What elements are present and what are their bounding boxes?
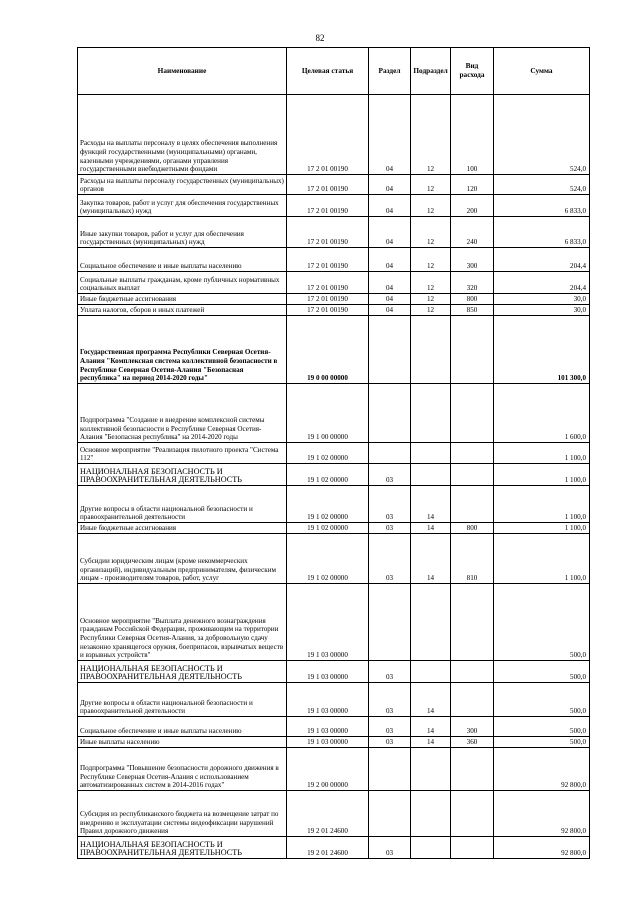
table-row bbox=[78, 584, 590, 661]
row-target: 17 2 01 00190 bbox=[287, 95, 369, 175]
table-row bbox=[78, 305, 590, 316]
row-name: Иные бюджетные ассигнования bbox=[78, 523, 287, 534]
row-type: 300 bbox=[451, 717, 494, 737]
row-type: 850 bbox=[451, 305, 494, 316]
row-type bbox=[451, 791, 494, 837]
table-row bbox=[78, 791, 590, 837]
table-row bbox=[78, 443, 590, 464]
column-header-type: Вид расхода bbox=[451, 48, 494, 95]
row-sum: 30,0 bbox=[494, 294, 590, 305]
row-type: 240 bbox=[451, 217, 494, 248]
page-number: 82 bbox=[315, 33, 325, 43]
row-sum: 101 300,0 bbox=[494, 316, 590, 384]
row-section: 04 bbox=[369, 195, 411, 217]
row-name: Основное мероприятие "Выплата денежного вознаграждения гражданам Российской Федерации, проживающим на территории Республики Северная Осетия-Алания, за добровольную сдачу незаконно хранящегося оружия, боеприпасов, взрывчатых веществ и взрывных устройств" bbox=[78, 584, 287, 661]
row-name: Уплата налогов, сборов и иных платежей bbox=[78, 305, 287, 316]
row-subsection bbox=[411, 464, 451, 486]
row-target: 17 2 01 00190 bbox=[287, 195, 369, 217]
row-section: 03 bbox=[369, 683, 411, 717]
row-target: 17 2 01 00190 bbox=[287, 272, 369, 294]
row-subsection: 14 bbox=[411, 523, 451, 534]
row-section: 04 bbox=[369, 95, 411, 175]
row-type bbox=[451, 443, 494, 464]
table-row bbox=[78, 95, 590, 175]
row-subsection bbox=[411, 384, 451, 443]
row-section bbox=[369, 748, 411, 791]
table-row-section bbox=[78, 661, 590, 683]
row-type bbox=[451, 683, 494, 717]
row-type bbox=[451, 384, 494, 443]
row-section: 04 bbox=[369, 217, 411, 248]
row-subsection: 12 bbox=[411, 217, 451, 248]
row-name: Другие вопросы в области национальной безопасности и правоохранительной деятельности bbox=[78, 486, 287, 523]
row-subsection bbox=[411, 791, 451, 837]
table-row bbox=[78, 384, 590, 443]
row-section bbox=[369, 584, 411, 661]
row-target: 19 1 03 00000 bbox=[287, 584, 369, 661]
row-section bbox=[369, 384, 411, 443]
row-section: 04 bbox=[369, 294, 411, 305]
row-sum: 500,0 bbox=[494, 584, 590, 661]
row-subsection: 12 bbox=[411, 195, 451, 217]
table-row bbox=[78, 294, 590, 305]
table-row bbox=[78, 248, 590, 272]
row-target: 19 1 02 00000 bbox=[287, 464, 369, 486]
row-sum: 1 600,0 bbox=[494, 384, 590, 443]
row-type: 360 bbox=[451, 737, 494, 748]
row-subsection bbox=[411, 661, 451, 683]
row-target: 19 1 03 00000 bbox=[287, 737, 369, 748]
budget-table bbox=[77, 47, 590, 859]
row-subsection: 12 bbox=[411, 272, 451, 294]
row-subsection: 12 bbox=[411, 294, 451, 305]
row-name: Закупка товаров, работ и услуг для обеспечения государственных (муниципальных) нужд bbox=[78, 195, 287, 217]
row-subsection bbox=[411, 748, 451, 791]
row-section: 03 bbox=[369, 717, 411, 737]
row-type bbox=[451, 661, 494, 683]
row-name: Субсидии юридическим лицам (кроме некоммерческих организаций), индивидуальным предпринимателям, физическим лицам - производителям товаров, работ, услуг bbox=[78, 534, 287, 584]
row-name: Социальное обеспечение и иные выплаты населению bbox=[78, 717, 287, 737]
row-name: Другие вопросы в области национальной безопасности и правоохранительной деятельности bbox=[78, 683, 287, 717]
row-type: 800 bbox=[451, 294, 494, 305]
row-type: 100 bbox=[451, 95, 494, 175]
row-type bbox=[451, 486, 494, 523]
row-sum: 30,0 bbox=[494, 305, 590, 316]
row-subsection: 12 bbox=[411, 175, 451, 195]
row-section bbox=[369, 791, 411, 837]
row-type: 800 bbox=[451, 523, 494, 534]
row-target: 19 1 02 00000 bbox=[287, 443, 369, 464]
table-row-program bbox=[78, 316, 590, 384]
row-target: 19 1 02 00000 bbox=[287, 523, 369, 534]
row-sum: 524,0 bbox=[494, 175, 590, 195]
row-sum: 524,0 bbox=[494, 95, 590, 175]
table-row bbox=[78, 195, 590, 217]
row-subsection bbox=[411, 443, 451, 464]
row-name: Расходы на выплаты персоналу в целях обеспечения выполнения функций государственными (муниципальными) органами, казенными учреждениями, органами управления государственными внебюджетными фондами bbox=[78, 95, 287, 175]
row-sum: 92 800,0 bbox=[494, 791, 590, 837]
row-sum: 1 100,0 bbox=[494, 486, 590, 523]
row-target: 19 2 01 24600 bbox=[287, 837, 369, 859]
row-subsection: 14 bbox=[411, 717, 451, 737]
column-header-target: Целевая статья bbox=[287, 48, 369, 95]
column-header-name: Наименование bbox=[78, 48, 287, 95]
row-type bbox=[451, 584, 494, 661]
row-sum: 1 100,0 bbox=[494, 464, 590, 486]
row-subsection: 14 bbox=[411, 683, 451, 717]
row-subsection: 12 bbox=[411, 248, 451, 272]
row-type bbox=[451, 837, 494, 859]
row-subsection: 14 bbox=[411, 486, 451, 523]
row-target: 19 2 00 00000 bbox=[287, 748, 369, 791]
row-type: 810 bbox=[451, 534, 494, 584]
row-sum: 6 833,0 bbox=[494, 195, 590, 217]
row-target: 19 2 01 24600 bbox=[287, 791, 369, 837]
row-type bbox=[451, 748, 494, 791]
row-name: НАЦИОНАЛЬНАЯ БЕЗОПАСНОСТЬ И ПРАВООХРАНИТЕЛЬНАЯ ДЕЯТЕЛЬНОСТЬ bbox=[78, 837, 287, 859]
row-subsection bbox=[411, 584, 451, 661]
row-sum: 6 833,0 bbox=[494, 217, 590, 248]
row-subsection: 14 bbox=[411, 534, 451, 584]
row-type: 120 bbox=[451, 175, 494, 195]
column-header-subsection: Подраздел bbox=[411, 48, 451, 95]
row-target: 17 2 01 00190 bbox=[287, 294, 369, 305]
table-row bbox=[78, 486, 590, 523]
row-name: НАЦИОНАЛЬНАЯ БЕЗОПАСНОСТЬ И ПРАВООХРАНИТЕЛЬНАЯ ДЕЯТЕЛЬНОСТЬ bbox=[78, 661, 287, 683]
row-sum: 1 100,0 bbox=[494, 534, 590, 584]
row-target: 19 1 03 00000 bbox=[287, 661, 369, 683]
row-target: 17 2 01 00190 bbox=[287, 175, 369, 195]
row-name: Иные бюджетные ассигнования bbox=[78, 294, 287, 305]
table-row bbox=[78, 272, 590, 294]
row-name: Подпрограмма "Повышение безопасности дорожного движения в Республике Северная Осетия-Алания с использованием автоматизированных систем в 2014-2016 годах" bbox=[78, 748, 287, 791]
row-section: 03 bbox=[369, 837, 411, 859]
row-sum: 204,4 bbox=[494, 248, 590, 272]
row-section: 03 bbox=[369, 534, 411, 584]
row-sum: 1 100,0 bbox=[494, 443, 590, 464]
row-sum: 1 100,0 bbox=[494, 523, 590, 534]
row-name: Государственная программа Республики Северная Осетия-Алания "Комплексная система коллективной безопасности в Республике Северная Осетия-Алания "Безопасная республика" на период 2014-2020 годы" bbox=[78, 316, 287, 384]
row-sum: 500,0 bbox=[494, 661, 590, 683]
row-sum: 92 800,0 bbox=[494, 837, 590, 859]
row-section: 03 bbox=[369, 523, 411, 534]
row-type bbox=[451, 316, 494, 384]
row-name: Основное мероприятие "Реализация пилотного проекта "Система 112" bbox=[78, 443, 287, 464]
row-section: 04 bbox=[369, 272, 411, 294]
row-section: 04 bbox=[369, 175, 411, 195]
row-section: 03 bbox=[369, 737, 411, 748]
row-subsection: 12 bbox=[411, 95, 451, 175]
row-target: 19 1 02 00000 bbox=[287, 486, 369, 523]
table-row bbox=[78, 534, 590, 584]
row-subsection: 14 bbox=[411, 737, 451, 748]
row-subsection bbox=[411, 316, 451, 384]
table-row bbox=[78, 217, 590, 248]
row-section: 04 bbox=[369, 248, 411, 272]
row-type: 200 bbox=[451, 195, 494, 217]
row-subsection bbox=[411, 837, 451, 859]
row-section: 04 bbox=[369, 305, 411, 316]
row-target: 19 0 00 00000 bbox=[287, 316, 369, 384]
row-name: Социальные выплаты гражданам, кроме публичных нормативных социальных выплат bbox=[78, 272, 287, 294]
row-target: 17 2 01 00190 bbox=[287, 217, 369, 248]
row-section: 03 bbox=[369, 486, 411, 523]
row-name: НАЦИОНАЛЬНАЯ БЕЗОПАСНОСТЬ И ПРАВООХРАНИТЕЛЬНАЯ ДЕЯТЕЛЬНОСТЬ bbox=[78, 464, 287, 486]
row-name: Подпрограмма "Создание и внедрение комплексной системы коллективной безопасности в Республике Северная Осетия-Алания "Безопасная республика" на 2014-2020 годы bbox=[78, 384, 287, 443]
row-section bbox=[369, 316, 411, 384]
row-target: 19 1 00 00000 bbox=[287, 384, 369, 443]
row-sum: 500,0 bbox=[494, 717, 590, 737]
row-target: 19 1 03 00000 bbox=[287, 683, 369, 717]
table-row bbox=[78, 737, 590, 748]
row-name: Иные выплаты населению bbox=[78, 737, 287, 748]
table-row bbox=[78, 717, 590, 737]
row-section bbox=[369, 443, 411, 464]
table-row bbox=[78, 175, 590, 195]
row-sum: 92 800,0 bbox=[494, 748, 590, 791]
row-name: Субсидия из республиканского бюджета на возмещение затрат по внедрению и эксплуатации системы видеофиксации нарушений Правил дорожного движения bbox=[78, 791, 287, 837]
table-row bbox=[78, 683, 590, 717]
row-name: Расходы на выплаты персоналу государственных (муниципальных) органов bbox=[78, 175, 287, 195]
row-section: 03 bbox=[369, 464, 411, 486]
row-type: 300 bbox=[451, 248, 494, 272]
row-sum: 500,0 bbox=[494, 737, 590, 748]
row-target: 19 1 03 00000 bbox=[287, 717, 369, 737]
row-type: 320 bbox=[451, 272, 494, 294]
column-header-section: Раздел bbox=[369, 48, 411, 95]
row-type bbox=[451, 464, 494, 486]
row-name: Социальное обеспечение и иные выплаты населению bbox=[78, 248, 287, 272]
table-row bbox=[78, 748, 590, 791]
row-subsection: 12 bbox=[411, 305, 451, 316]
row-sum: 204,4 bbox=[494, 272, 590, 294]
table-row bbox=[78, 523, 590, 534]
row-name: Иные закупки товаров, работ и услуг для обеспечения государственных (муниципальных) нужд bbox=[78, 217, 287, 248]
table-header-row bbox=[78, 48, 590, 95]
row-sum: 500,0 bbox=[494, 683, 590, 717]
table-row-section bbox=[78, 837, 590, 859]
row-target: 17 2 01 00190 bbox=[287, 305, 369, 316]
column-header-sum: Сумма bbox=[494, 48, 590, 95]
row-section: 03 bbox=[369, 661, 411, 683]
row-target: 19 1 02 00000 bbox=[287, 534, 369, 584]
table-row-section bbox=[78, 464, 590, 486]
row-target: 17 2 01 00190 bbox=[287, 248, 369, 272]
